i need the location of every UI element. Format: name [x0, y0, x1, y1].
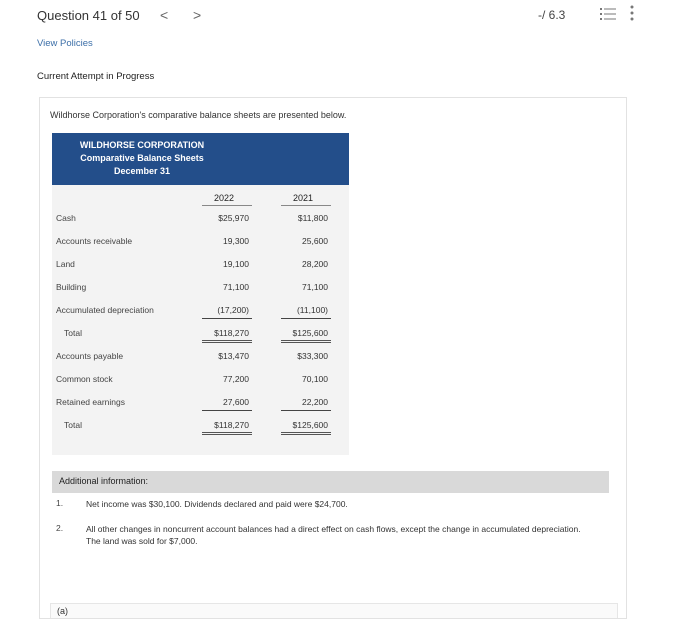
- balance-sheet-table: [52, 185, 349, 455]
- cash-2022: $25,970: [218, 213, 249, 223]
- question-counter: Question 41 of 50: [37, 8, 140, 23]
- score-display: -/ 6.3: [538, 8, 566, 22]
- statement-header: [52, 133, 349, 185]
- row-label-accumulated-depreciation: Accumulated depreciation: [56, 305, 154, 315]
- row-label-total-assets: Total: [64, 328, 82, 338]
- statement-title: Comparative Balance Sheets: [80, 153, 204, 163]
- note-text: Net income was $30,100. Dividends declared and paid were $24,700.: [86, 499, 348, 509]
- retained-earnings-2022: 27,600: [223, 397, 249, 407]
- company-name: WILDHORSE CORPORATION: [79, 140, 205, 150]
- land-2021: 28,200: [302, 259, 328, 269]
- additional-info-bar: [52, 471, 609, 493]
- part-a-section: [50, 603, 618, 618]
- statement-date: December 31: [113, 166, 171, 176]
- accumulated-depreciation-2021: (11,100): [296, 305, 328, 315]
- row-label-building: Building: [56, 282, 87, 292]
- next-question-button[interactable]: >: [193, 7, 202, 23]
- subtotal-rule: [281, 410, 331, 411]
- subtotal-rule: [281, 318, 331, 319]
- retained-earnings-2021: 22,200: [302, 397, 328, 407]
- building-2021: 71,100: [302, 282, 328, 292]
- subtotal-rule: [202, 410, 252, 411]
- row-label-land: Land: [56, 259, 75, 269]
- row-label-total-liabilities-equity: Total: [64, 420, 82, 430]
- total-liabilities-equity-2022: $118,270: [214, 420, 249, 430]
- subtotal-rule: [202, 318, 252, 319]
- total-liabilities-equity-2021: $125,600: [292, 420, 328, 430]
- more-options-icon[interactable]: [629, 5, 635, 21]
- additional-info-title: Additional information:: [59, 476, 149, 486]
- question-intro: Wildhorse Corporation's comparative balance sheets are presented below.: [50, 110, 347, 120]
- note-number: 2.: [56, 523, 64, 533]
- accounts-payable-2022: $13,470: [218, 351, 249, 361]
- building-2022: 71,100: [223, 282, 249, 292]
- total-double-rule: [202, 340, 252, 343]
- question-list-icon[interactable]: [600, 7, 616, 21]
- attempt-status: Current Attempt in Progress: [37, 71, 155, 82]
- land-2022: 19,100: [223, 259, 249, 269]
- divider: [202, 205, 252, 206]
- accounts-receivable-2021: 25,600: [302, 236, 328, 246]
- accumulated-depreciation-2022: (17,200): [217, 305, 249, 315]
- note-text: All other changes in noncurrent account balances had a direct effect on cash flows, except the change in accumulated depreciation. The land was sold for $7,000.: [86, 524, 581, 546]
- previous-question-button[interactable]: <: [160, 7, 169, 23]
- total-double-rule: [202, 432, 252, 435]
- year-2021-header: 2021: [293, 193, 314, 203]
- total-double-rule: [281, 432, 331, 435]
- common-stock-2021: 70,100: [302, 374, 328, 384]
- row-label-accounts-payable: Accounts payable: [56, 351, 124, 361]
- year-2022-header: 2022: [214, 193, 235, 203]
- total-assets-2022: $118,270: [214, 328, 249, 338]
- row-label-common-stock: Common stock: [56, 374, 113, 384]
- question-card: [39, 97, 627, 619]
- view-policies-link[interactable]: View Policies: [37, 38, 93, 49]
- accounts-payable-2021: $33,300: [297, 351, 328, 361]
- divider: [281, 205, 331, 206]
- row-label-accounts-receivable: Accounts receivable: [56, 236, 133, 246]
- row-label-cash: Cash: [56, 213, 76, 223]
- top-bar: [0, 0, 700, 34]
- part-a-label: (a): [57, 606, 68, 616]
- accounts-receivable-2022: 19,300: [223, 236, 249, 246]
- note-number: 1.: [56, 498, 64, 508]
- cash-2021: $11,800: [297, 213, 328, 223]
- total-assets-2021: $125,600: [292, 328, 328, 338]
- common-stock-2022: 77,200: [223, 374, 249, 384]
- row-label-retained-earnings: Retained earnings: [56, 397, 125, 407]
- total-double-rule: [281, 340, 331, 343]
